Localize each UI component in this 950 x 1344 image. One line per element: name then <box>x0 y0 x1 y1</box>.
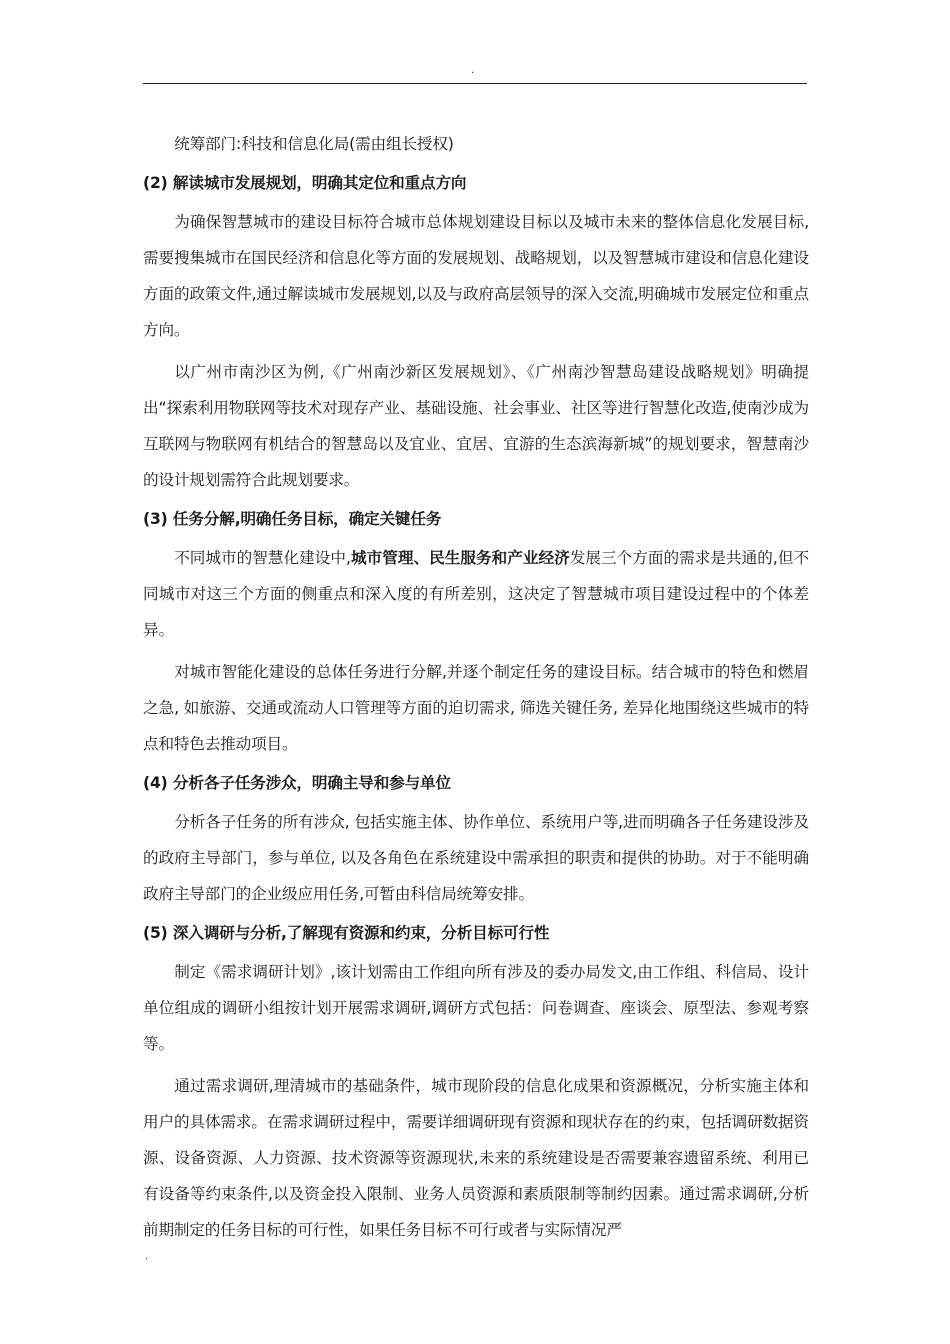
paragraph-stakeholders: 分析各子任务的所有涉众, 包括实施主体、协作单位、系统用户等,进而明确各子任务建设涉及的政府主导部门，参与单位, 以及各角色在系统建设中需承担的职责和提供的协助。对于不能明确政府主导部门的企业级应用任务,可暂由科信局统筹安排。 <box>143 813 809 903</box>
header-mark: . <box>471 65 475 76</box>
paragraph-text-post: 发展三个方面的需求是共通的,但不同城市对这三个方面的侧重点和深入度的有所差别，这决定了智慧城市项目建设过程中的个体差异。 <box>143 549 809 639</box>
footer-mark: . <box>145 1251 149 1262</box>
document-body <box>143 126 809 1254</box>
section-heading-3: (3) 任务分解,明确任务目标，确定关键任务 <box>143 510 442 528</box>
section-heading-5: (5) 深入调研与分析,了解现有资源和约束，分析目标可行性 <box>143 924 550 942</box>
emphasis-three-aspects: 城市管理、民生服务和产业经济 <box>350 549 570 567</box>
paragraph-city-differences <box>143 540 809 648</box>
header-divider <box>143 83 807 84</box>
paragraph-task-decomposition: 对城市智能化建设的总体任务进行分解,并逐个制定任务的建设目标。结合城市的特色和燃眉之急, 如旅游、交通或流动人口管理等方面的迫切需求, 筛选关键任务, 差异化地围绕这些城市的特点和特色去推动项目。 <box>143 663 809 753</box>
paragraph-nansha-example: 以广州市南沙区为例,《广州南沙新区发展规划》、《广州南沙智慧岛建设战略规划》明确提出“探索利用物联网等技术对现存产业、基础设施、社会事业、社区等进行智慧化改造,使南沙成为互联网与物联网有机结合的智慧岛以及宜业、宜居、宜游的生态滨海新城”的规划要求，智慧南沙的设计规划需符合此规划要求。 <box>143 363 809 489</box>
section-heading-2: (2) 解读城市发展规划，明确其定位和重点方向 <box>143 174 467 192</box>
paragraph-research-analysis: 通过需求调研,理清城市的基础条件，城市现阶段的信息化成果和资源概况，分析实施主体和用户的具体需求。在需求调研过程中，需要详细调研现有资源和现状存在的约束，包括调研数据资源、设备资源、人力资源、技术资源等资源现状,未来的系统建设是否需要兼容遗留系统、利用已有设备等约束条件,以及资金投入限制、业务人员资源和素质限制等制约因素。通过需求调研,分析前期制定的任务目标的可行性，如果任务目标不可行或者与实际情况严 <box>143 1077 809 1239</box>
paragraph-text-pre: 不同城市的智慧化建设中, <box>174 549 351 567</box>
paragraph-coordinating-department: 统筹部门:科技和信息化局(需由组长授权) <box>174 135 454 153</box>
section-heading-4: (4) 分析各子任务涉众，明确主导和参与单位 <box>143 774 451 792</box>
paragraph-research-plan: 制定《需求调研计划》,该计划需由工作组向所有涉及的委办局发文,由工作组、科信局、设计单位组成的调研小组按计划开展需求调研,调研方式包括：问卷调查、座谈会、原型法、参观考察等。 <box>143 963 809 1053</box>
paragraph-planning-goals: 为确保智慧城市的建设目标符合城市总体规划建设目标以及城市未来的整体信息化发展目标,需要搜集城市在国民经济和信息化等方面的发展规划、战略规划，以及智慧城市建设和信息化建设方面的政策文件,通过解读城市发展规划,以及与政府高层领导的深入交流,明确城市发展定位和重点方向。 <box>143 213 809 339</box>
